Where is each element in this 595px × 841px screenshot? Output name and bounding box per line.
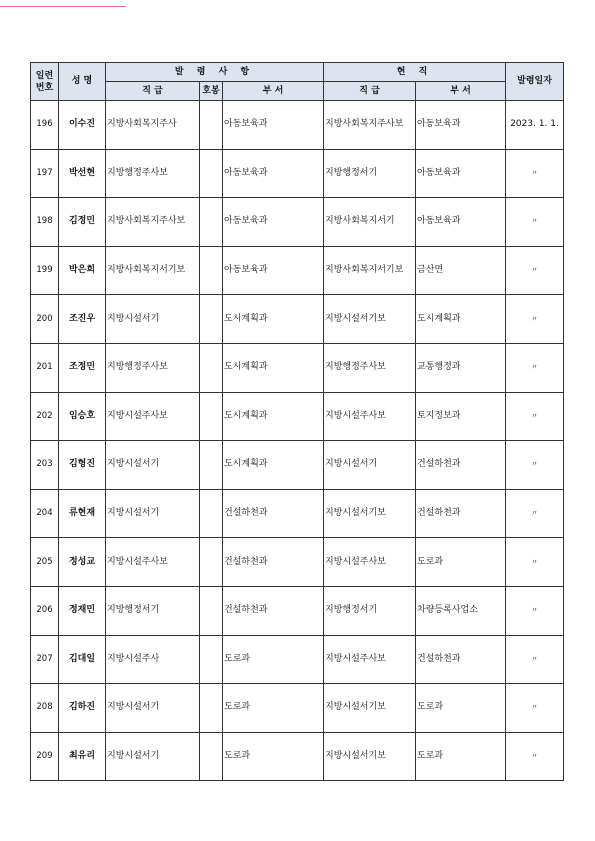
serial-number-cell: 196 bbox=[31, 101, 59, 150]
appointment-dept-cell: 건설하천과 bbox=[223, 586, 324, 635]
table-row bbox=[31, 489, 564, 538]
appointment-date-cell: 〃 bbox=[506, 149, 564, 198]
header-appointment-rank: 직 급 bbox=[106, 82, 200, 101]
current-dept-cell: 금산면 bbox=[416, 246, 506, 295]
appointment-rank-cell: 지방사회복지주사 bbox=[106, 101, 200, 150]
appointment-step-cell bbox=[200, 149, 223, 198]
appointment-date-cell: 〃 bbox=[506, 538, 564, 587]
name-cell: 조진우 bbox=[59, 295, 106, 344]
appointment-rank-cell: 지방행정주사보 bbox=[106, 149, 200, 198]
appointment-step-cell bbox=[200, 101, 223, 150]
header-current-position: 현 직 bbox=[324, 63, 506, 82]
current-rank-cell: 지방시설주사보 bbox=[324, 392, 416, 441]
table-row bbox=[31, 684, 564, 733]
serial-number-cell: 204 bbox=[31, 489, 59, 538]
current-rank-cell: 지방시설주사보 bbox=[324, 635, 416, 684]
appointment-rank-cell: 지방시설서기 bbox=[106, 732, 200, 781]
current-dept-cell: 건설하천과 bbox=[416, 489, 506, 538]
header-name: 성 명 bbox=[59, 63, 106, 101]
appointment-date-cell: 2023. 1. 1. bbox=[506, 101, 564, 150]
serial-number-cell: 208 bbox=[31, 684, 59, 733]
name-cell: 이수진 bbox=[59, 101, 106, 150]
header-appointment-dept: 부 서 bbox=[223, 82, 324, 101]
current-rank-cell: 지방시설주사보 bbox=[324, 538, 416, 587]
current-rank-cell: 지방사회복지주사보 bbox=[324, 101, 416, 150]
serial-number-cell: 205 bbox=[31, 538, 59, 587]
appointment-rank-cell: 지방행정주사보 bbox=[106, 343, 200, 392]
appointment-step-cell bbox=[200, 246, 223, 295]
table-row bbox=[31, 295, 564, 344]
top-decorative-rule bbox=[0, 6, 126, 7]
serial-number-cell: 209 bbox=[31, 732, 59, 781]
appointment-rank-cell: 지방시설서기 bbox=[106, 489, 200, 538]
serial-number-cell: 199 bbox=[31, 246, 59, 295]
current-dept-cell: 도로과 bbox=[416, 538, 506, 587]
appointment-date-cell: 〃 bbox=[506, 392, 564, 441]
current-dept-cell: 아동보육과 bbox=[416, 101, 506, 150]
name-cell: 임승호 bbox=[59, 392, 106, 441]
appointment-dept-cell: 도로과 bbox=[223, 635, 324, 684]
appointment-date-cell: 〃 bbox=[506, 684, 564, 733]
name-cell: 최유리 bbox=[59, 732, 106, 781]
serial-number-cell: 198 bbox=[31, 198, 59, 247]
current-dept-cell: 토지정보과 bbox=[416, 392, 506, 441]
name-cell: 박은희 bbox=[59, 246, 106, 295]
appointment-date-cell: 〃 bbox=[506, 441, 564, 490]
serial-number-cell: 197 bbox=[31, 149, 59, 198]
appointment-step-cell bbox=[200, 732, 223, 781]
header-appointment-date: 발령일자 bbox=[506, 63, 564, 101]
name-cell: 류현재 bbox=[59, 489, 106, 538]
appointment-step-cell bbox=[200, 635, 223, 684]
current-dept-cell: 건설하천과 bbox=[416, 635, 506, 684]
appointment-rank-cell: 지방시설주사보 bbox=[106, 392, 200, 441]
header-serial: 일련 번호 bbox=[31, 63, 59, 101]
table-row bbox=[31, 586, 564, 635]
current-dept-cell: 교통행정과 bbox=[416, 343, 506, 392]
appointment-dept-cell: 도시계획과 bbox=[223, 441, 324, 490]
current-rank-cell: 지방행정서기 bbox=[324, 149, 416, 198]
name-cell: 정재민 bbox=[59, 586, 106, 635]
appointment-step-cell bbox=[200, 343, 223, 392]
appointment-date-cell: 〃 bbox=[506, 295, 564, 344]
current-rank-cell: 지방사회복지서기 bbox=[324, 198, 416, 247]
appointment-dept-cell: 아동보육과 bbox=[223, 198, 324, 247]
appointment-date-cell: 〃 bbox=[506, 343, 564, 392]
appointment-date-cell: 〃 bbox=[506, 732, 564, 781]
appointment-dept-cell: 아동보육과 bbox=[223, 149, 324, 198]
appointment-rank-cell: 지방사회복지주사보 bbox=[106, 198, 200, 247]
current-rank-cell: 지방행정주사보 bbox=[324, 343, 416, 392]
serial-number-cell: 202 bbox=[31, 392, 59, 441]
serial-number-cell: 200 bbox=[31, 295, 59, 344]
current-dept-cell: 건설하천과 bbox=[416, 441, 506, 490]
appointment-step-cell bbox=[200, 586, 223, 635]
personnel-appointment-table bbox=[30, 62, 564, 781]
name-cell: 김정민 bbox=[59, 198, 106, 247]
table-row bbox=[31, 392, 564, 441]
table-row bbox=[31, 441, 564, 490]
header-appointment: 발 령 사 항 bbox=[106, 63, 324, 82]
appointment-rank-cell: 지방사회복지서기보 bbox=[106, 246, 200, 295]
name-cell: 김형진 bbox=[59, 441, 106, 490]
appointment-rank-cell: 지방시설서기 bbox=[106, 295, 200, 344]
current-rank-cell: 지방시설서기보 bbox=[324, 489, 416, 538]
appointment-rank-cell: 지방시설주사보 bbox=[106, 538, 200, 587]
appointment-date-cell: 〃 bbox=[506, 198, 564, 247]
current-dept-cell: 아동보육과 bbox=[416, 149, 506, 198]
appointment-rank-cell: 지방시설주사 bbox=[106, 635, 200, 684]
appointment-rank-cell: 지방행정서기 bbox=[106, 586, 200, 635]
header-appointment-step: 호봉 bbox=[200, 82, 223, 101]
table-row bbox=[31, 246, 564, 295]
current-rank-cell: 지방시설서기보 bbox=[324, 295, 416, 344]
table-body bbox=[31, 101, 564, 781]
header-current-rank: 직 급 bbox=[324, 82, 416, 101]
serial-number-cell: 201 bbox=[31, 343, 59, 392]
name-cell: 박선현 bbox=[59, 149, 106, 198]
current-rank-cell: 지방시설서기 bbox=[324, 441, 416, 490]
current-dept-cell: 아동보육과 bbox=[416, 198, 506, 247]
appointment-date-cell: 〃 bbox=[506, 246, 564, 295]
current-dept-cell: 도시계획과 bbox=[416, 295, 506, 344]
appointment-dept-cell: 도시계획과 bbox=[223, 343, 324, 392]
current-dept-cell: 도로과 bbox=[416, 732, 506, 781]
appointment-date-cell: 〃 bbox=[506, 489, 564, 538]
current-dept-cell: 도로과 bbox=[416, 684, 506, 733]
current-rank-cell: 지방행정서기 bbox=[324, 586, 416, 635]
name-cell: 김하진 bbox=[59, 684, 106, 733]
appointment-step-cell bbox=[200, 392, 223, 441]
appointment-dept-cell: 건설하천과 bbox=[223, 538, 324, 587]
serial-number-cell: 203 bbox=[31, 441, 59, 490]
current-rank-cell: 지방시설서기보 bbox=[324, 732, 416, 781]
name-cell: 정성교 bbox=[59, 538, 106, 587]
appointment-dept-cell: 도로과 bbox=[223, 732, 324, 781]
appointment-date-cell: 〃 bbox=[506, 635, 564, 684]
appointment-dept-cell: 도시계획과 bbox=[223, 392, 324, 441]
current-rank-cell: 지방시설서기보 bbox=[324, 684, 416, 733]
appointment-dept-cell: 아동보육과 bbox=[223, 246, 324, 295]
header-current-dept: 부 서 bbox=[416, 82, 506, 101]
appointment-step-cell bbox=[200, 684, 223, 733]
appointment-dept-cell: 도시계획과 bbox=[223, 295, 324, 344]
appointment-rank-cell: 지방시설서기 bbox=[106, 684, 200, 733]
appointment-step-cell bbox=[200, 198, 223, 247]
name-cell: 김대일 bbox=[59, 635, 106, 684]
appointment-rank-cell: 지방시설서기 bbox=[106, 441, 200, 490]
appointment-step-cell bbox=[200, 538, 223, 587]
name-cell: 조정민 bbox=[59, 343, 106, 392]
table-row bbox=[31, 149, 564, 198]
appointment-step-cell bbox=[200, 295, 223, 344]
appointment-dept-cell: 아동보육과 bbox=[223, 101, 324, 150]
table-row bbox=[31, 635, 564, 684]
appointment-dept-cell: 도로과 bbox=[223, 684, 324, 733]
current-rank-cell: 지방사회복지서기보 bbox=[324, 246, 416, 295]
serial-number-cell: 207 bbox=[31, 635, 59, 684]
table-row bbox=[31, 343, 564, 392]
appointment-step-cell bbox=[200, 489, 223, 538]
table-row bbox=[31, 198, 564, 247]
table-row bbox=[31, 538, 564, 587]
appointment-date-cell: 〃 bbox=[506, 586, 564, 635]
appointment-dept-cell: 건설하천과 bbox=[223, 489, 324, 538]
table-row bbox=[31, 732, 564, 781]
appointment-step-cell bbox=[200, 441, 223, 490]
serial-number-cell: 206 bbox=[31, 586, 59, 635]
table-row bbox=[31, 101, 564, 150]
current-dept-cell: 차량등록사업소 bbox=[416, 586, 506, 635]
